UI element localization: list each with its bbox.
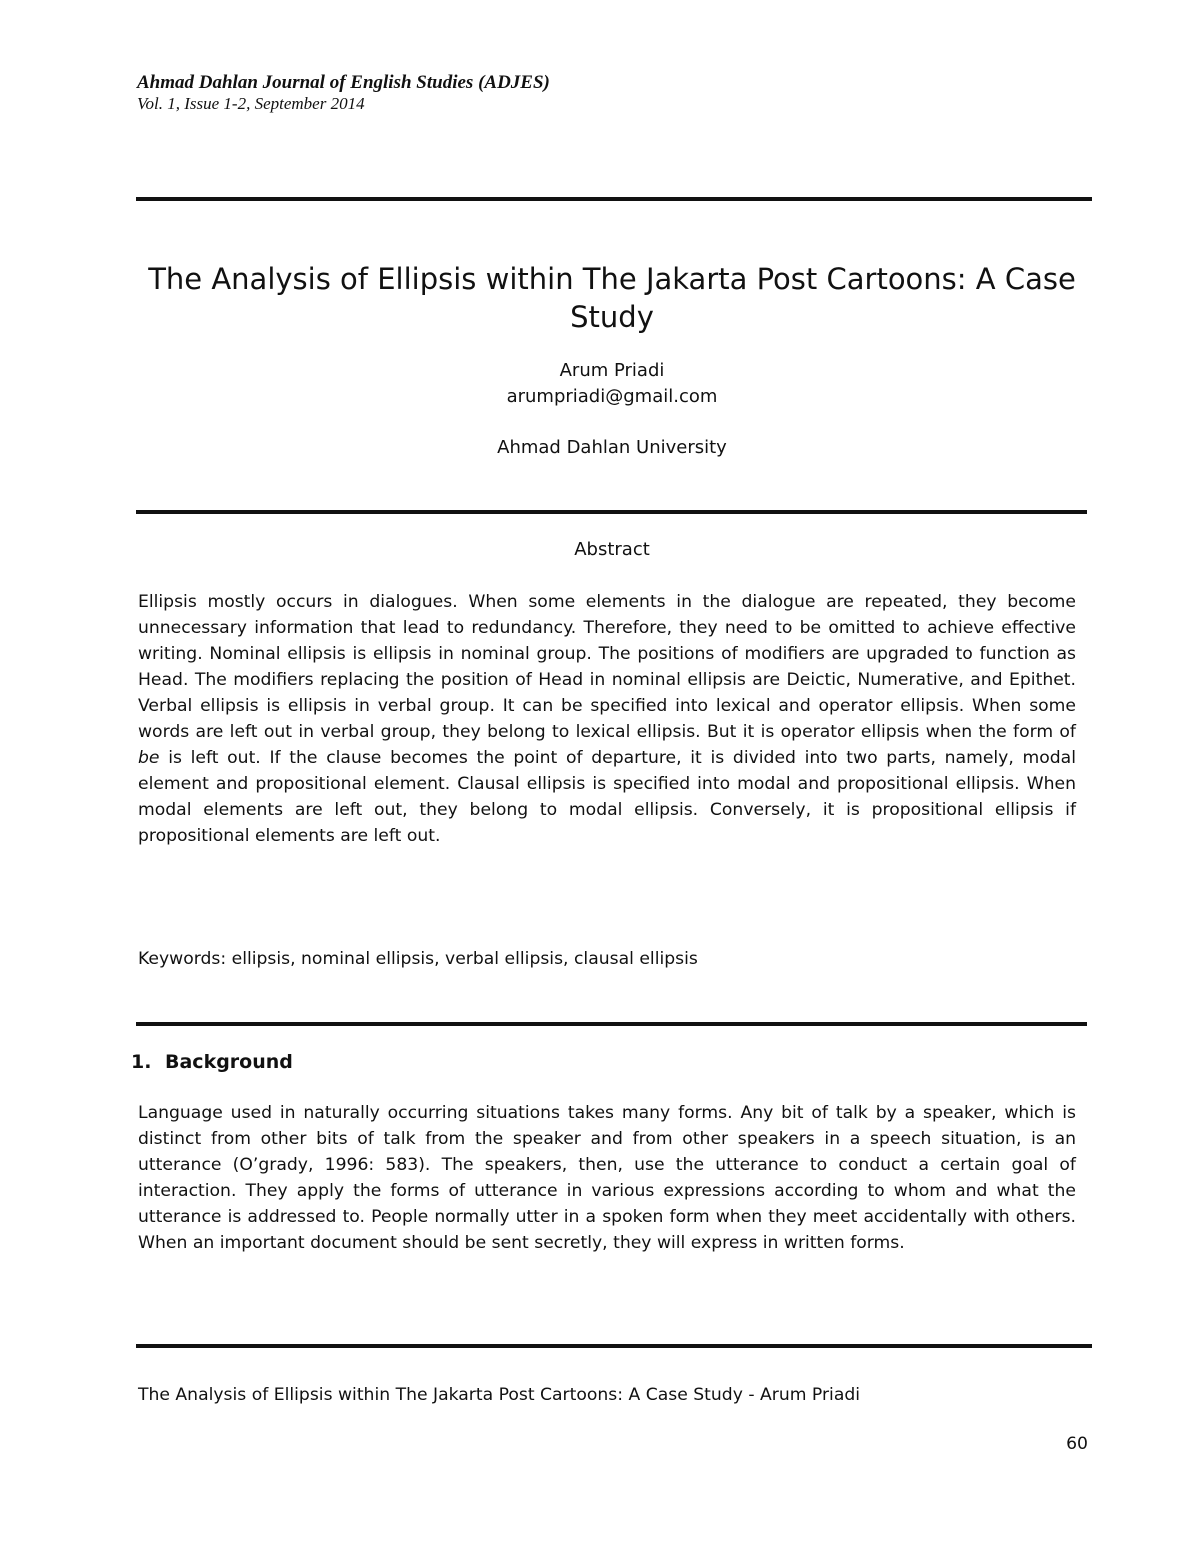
abstract-emphasis: be [138,748,160,768]
section-body: Language used in naturally occurring situations takes many forms. Any bit of talk by a speaker, which is distinct from other bits of talk from the speaker and from other speakers in a speech situation, is an utterance (O’grady, 1996: 583). The speakers, then, use the utterance to conduct a certain goal of interaction. They apply the forms of utterance in various expressions according to whom and what the utterance is addressed to. People normally utter in a spoken form when they meet accidentally with others. When an important document should be sent secretly, they will express in written forms. [138,1103,1076,1253]
abstract-text-part2: is left out. If the clause becomes the point of departure, it is divided into two parts, namely, modal element and propositional element. Clausal ellipsis is specified into modal and propositional ellipsis. When modal elements are left out, they belong to modal ellipsis. Conversely, it is propositional ellipsis if propositional elements are left out. [138,748,1076,846]
header-divider [136,197,1092,201]
abstract-bottom-divider [136,1022,1087,1026]
keywords: Keywords: ellipsis, nominal ellipsis, verbal ellipsis, clausal ellipsis [138,949,698,969]
section-heading [131,1049,293,1075]
abstract-text-part1: Ellipsis mostly occurs in dialogues. When some elements in the dialogue are repeated, they become unnecessary information that lead to redundancy. Therefore, they need to be omitted to achieve effective writing. Nominal ellipsis is ellipsis in nominal group. The positions of modifiers are upgraded to function as Head. The modifiers replacing the position of Head in nominal ellipsis are Deictic, Numerative, and Epithet. Verbal ellipsis is ellipsis in verbal group. It can be specified into lexical and operator ellipsis. When some words are left out in verbal group, they belong to lexical ellipsis. But it is operator ellipsis when the form of [138,592,1076,742]
author-email: arumpriadi@gmail.com [506,386,718,407]
author-name: Arum Priadi [559,360,665,381]
abstract-heading: Abstract [574,539,650,560]
page-number: 60 [1066,1434,1088,1454]
abstract-top-divider [136,510,1087,514]
journal-name: Ahmad Dahlan Journal of English Studies (ADJES) [137,72,550,93]
footer-divider [136,1344,1092,1348]
author-affiliation: Ahmad Dahlan University [497,437,727,458]
section-number: 1. [131,1051,152,1073]
abstract-text [138,589,1076,849]
footer-running-title: The Analysis of Ellipsis within The Jakarta Post Cartoons: A Case Study - Arum Priadi [138,1385,861,1405]
journal-volume: Vol. 1, Issue 1-2, September 2014 [137,93,365,113]
journal-header [137,72,550,113]
section-title: Background [165,1051,293,1073]
paper-title: The Analysis of Ellipsis within The Jakarta Post Cartoons: A Case Study [148,262,1076,334]
